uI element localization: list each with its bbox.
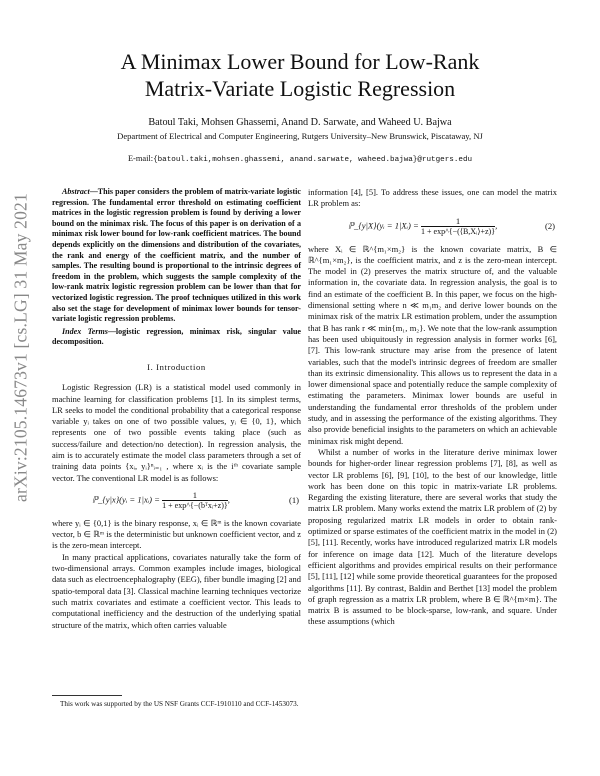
right-paragraph-2: where Xᵢ ∈ ℝ^{m₁×m₂} is the known covariate matrix, B ∈ ℝ^{m₁×m₂}, is the coefficient matrix, and z is the zero-mean intercept. The model in (2) preserves the matrix structure of, and the valuable information in, the covariate data. In regression analysis, the goal is to find an estimate of the coefficient B. In this paper, we focus on the high-dimensional setting where n ≪ m₁m₂ and derive lower bounds on the minimax risk of the matrix LR estimation problem, under the assumption that B has rank r ≪ min{m₁, m₂}. We note that the low-rank assumption has been used ubiquitously in regression analysis in former works [6], [7]. This low-rank structure may arise from the presence of latent variables, such that the model's intrinsic degrees of freedom are smaller than its extrinsic dimensionality. This allows us to represent the data in a lower dimensional space and potentially reduce the sample complexity of estimating the parameters. Minimax lower bounds are useful in understanding the fundamental error thresholds of the problem under study, and in assessing the performance of the existing algorithms. They also provide beneficial insights to the parameters on which an achievable minimax risk might depend. xyxy=(308,243,557,446)
equation-2-body xyxy=(348,216,497,237)
email-addresses: {batoul.taki,mohsen.ghassemi, anand.sarwate, waheed.bajwa}@rutgers.edu xyxy=(153,156,473,164)
equation-1-fraction xyxy=(162,490,228,511)
equation-2-denominator: 1 + exp^{−(⟨B,Xᵢ⟩+z)} xyxy=(421,226,496,236)
index-terms-label: Index Terms xyxy=(62,326,108,336)
paper-title-line-2: Matrix-Variate Logistic Regression xyxy=(144,76,456,101)
equation-2-suffix: , xyxy=(495,220,498,231)
right-column xyxy=(308,187,557,628)
index-terms-text: —logistic regression, minimax risk, singular value decomposition. xyxy=(52,326,302,347)
equation-2-numerator: 1 xyxy=(421,216,495,227)
paper-title-line-1: A Minimax Lower Bound for Low-Rank xyxy=(120,49,480,74)
funding-footnote: This work was supported by the US NSF Grants CCF-1910110 and CCF-1453073. xyxy=(60,700,299,708)
footnote-rule xyxy=(52,695,122,696)
abstract xyxy=(52,187,301,325)
section-heading-introduction: I. Introduction xyxy=(147,361,206,372)
email-line xyxy=(30,154,570,164)
equation-2 xyxy=(308,214,557,240)
equation-1-denominator: 1 + exp^{−(bᵀxᵢ+z)} xyxy=(162,500,228,510)
arxiv-identifier-text: arXiv:2105.14673v1 [cs.LG] 31 May 2021 xyxy=(10,193,31,502)
index-terms xyxy=(52,327,301,348)
arxiv-identifier xyxy=(8,150,34,550)
equation-2-number: (2) xyxy=(544,220,555,231)
intro-paragraph-3: In many practical applications, covariates naturally take the form of two-dimensional arrays. Common examples include images, biological data such as electroencephalography (EEG), fiber bundle imaging [2] and spatio-temporal data [3]. Classical machine learning techniques vectorize such matrix covariates and estimate a coefficient vector. This leads to computational inefficiency and the destruction of the underlying spatial structure of the matrix, which often carries valuable xyxy=(52,551,301,630)
abstract-label: Abstract xyxy=(62,187,90,196)
equation-2-lhs: ℙ_{y|X}(yᵢ = 1|Xᵢ) = xyxy=(348,220,419,231)
intro-paragraph-1: Logistic Regression (LR) is a statistical model used commonly in machine learning for classification problems [1]. In its simplest terms, LR seeks to model the conditional probability that a categorical response variable yᵢ takes on one of two possible values, yᵢ ∈ {0, 1}, which represents one of two possible events taking place (such as success/failure and detection/no detection). In regression analysis, the aim is to accurately estimate the model class parameters through a set of training data points {xᵢ, yᵢ}ⁿᵢ₌₁ , where xᵢ is the iᵗʰ covariate sample vector. The conventional LR model is as follows: xyxy=(52,382,301,483)
intro-paragraph-2: where yᵢ ∈ {0,1} is the binary response, xᵢ ∈ ℝᵐ is the known covariate vector, b ∈ ℝᵐ is the deterministic but unknown coefficient vector, and z is the zero-mean intercept. xyxy=(52,517,301,551)
equation-1-numerator: 1 xyxy=(162,490,228,501)
equation-1-body xyxy=(92,490,230,511)
left-column xyxy=(52,187,301,631)
right-paragraph-1: information [4], [5]. To address these issues, one can model the matrix LR problem as: xyxy=(308,187,557,209)
email-prefix: E-mail: xyxy=(127,154,154,163)
affiliation: Department of Electrical and Computer Engineering, Rutgers University–New Brunswick, Piscataway, NJ xyxy=(117,131,483,141)
author-list: Batoul Taki, Mohsen Ghassemi, Anand D. Sarwate, and Waheed U. Bajwa xyxy=(148,117,452,128)
equation-1 xyxy=(52,488,301,514)
equation-1-number: (1) xyxy=(288,494,299,505)
equation-1-suffix: , xyxy=(227,494,230,505)
equation-1-lhs: ℙ_{y|x}(yᵢ = 1|xᵢ) = xyxy=(92,494,160,505)
right-paragraph-3: Whilst a number of works in the literature derive minimax lower bounds for higher-order linear regression problems [7], [8], as well as vector LR problems [6], [9], [10], to the best of our knowledge, little work has been done on this topic in matrix-variate LR problems. Regarding the existing literature, there are several works that study the matrix LR problem. Many works extend the matrix LR problem of (2) by proposing regularized matrix LR models in order to obtain rank-optimized or sparse estimates of the coefficient matrix in the model in (2) [5], [11]. Recently, works have introduced regularized matrix LR models for inference on image data [12]. Much of the literature develops efficient algorithms and provides empirical results on their performance [5], [11], [12] while some provide theoretical guarantees for the proposed algorithms [11]. By contrast, Baldin and Berthet [13] model the problem of graph regression as a matrix LR problem, where B ∈ ℝ^{m×m}. The matrix B is assumed to be block-sparse, low-rank, and square. Under these assumptions (which xyxy=(308,446,557,627)
equation-2-fraction xyxy=(421,215,498,237)
abstract-text: —This paper considers the problem of matrix-variate logistic regression. The fundamental error threshold on estimating coefficient matrices in the logistic regression problem is found by deriving a lower bound on the minimax risk. The focus of this paper is on derivation of a minimax risk lower bound for low-rank coefficient matrices. The bound depends explicitly on the dimensions and distribution of the covariates, the rank and energy of the coefficient matrix, and the number of samples. The resulting bound is proportional to the intrinsic degrees of freedom in the problem, which suggests the sample complexity of the low-rank matrix logistic regression problem can be lower than that for vectorized logistic regression. The proof techniques utilized in this work also set the stage for development of minimax lower bounds for tensor-variate logistic regression problems. xyxy=(52,187,301,324)
